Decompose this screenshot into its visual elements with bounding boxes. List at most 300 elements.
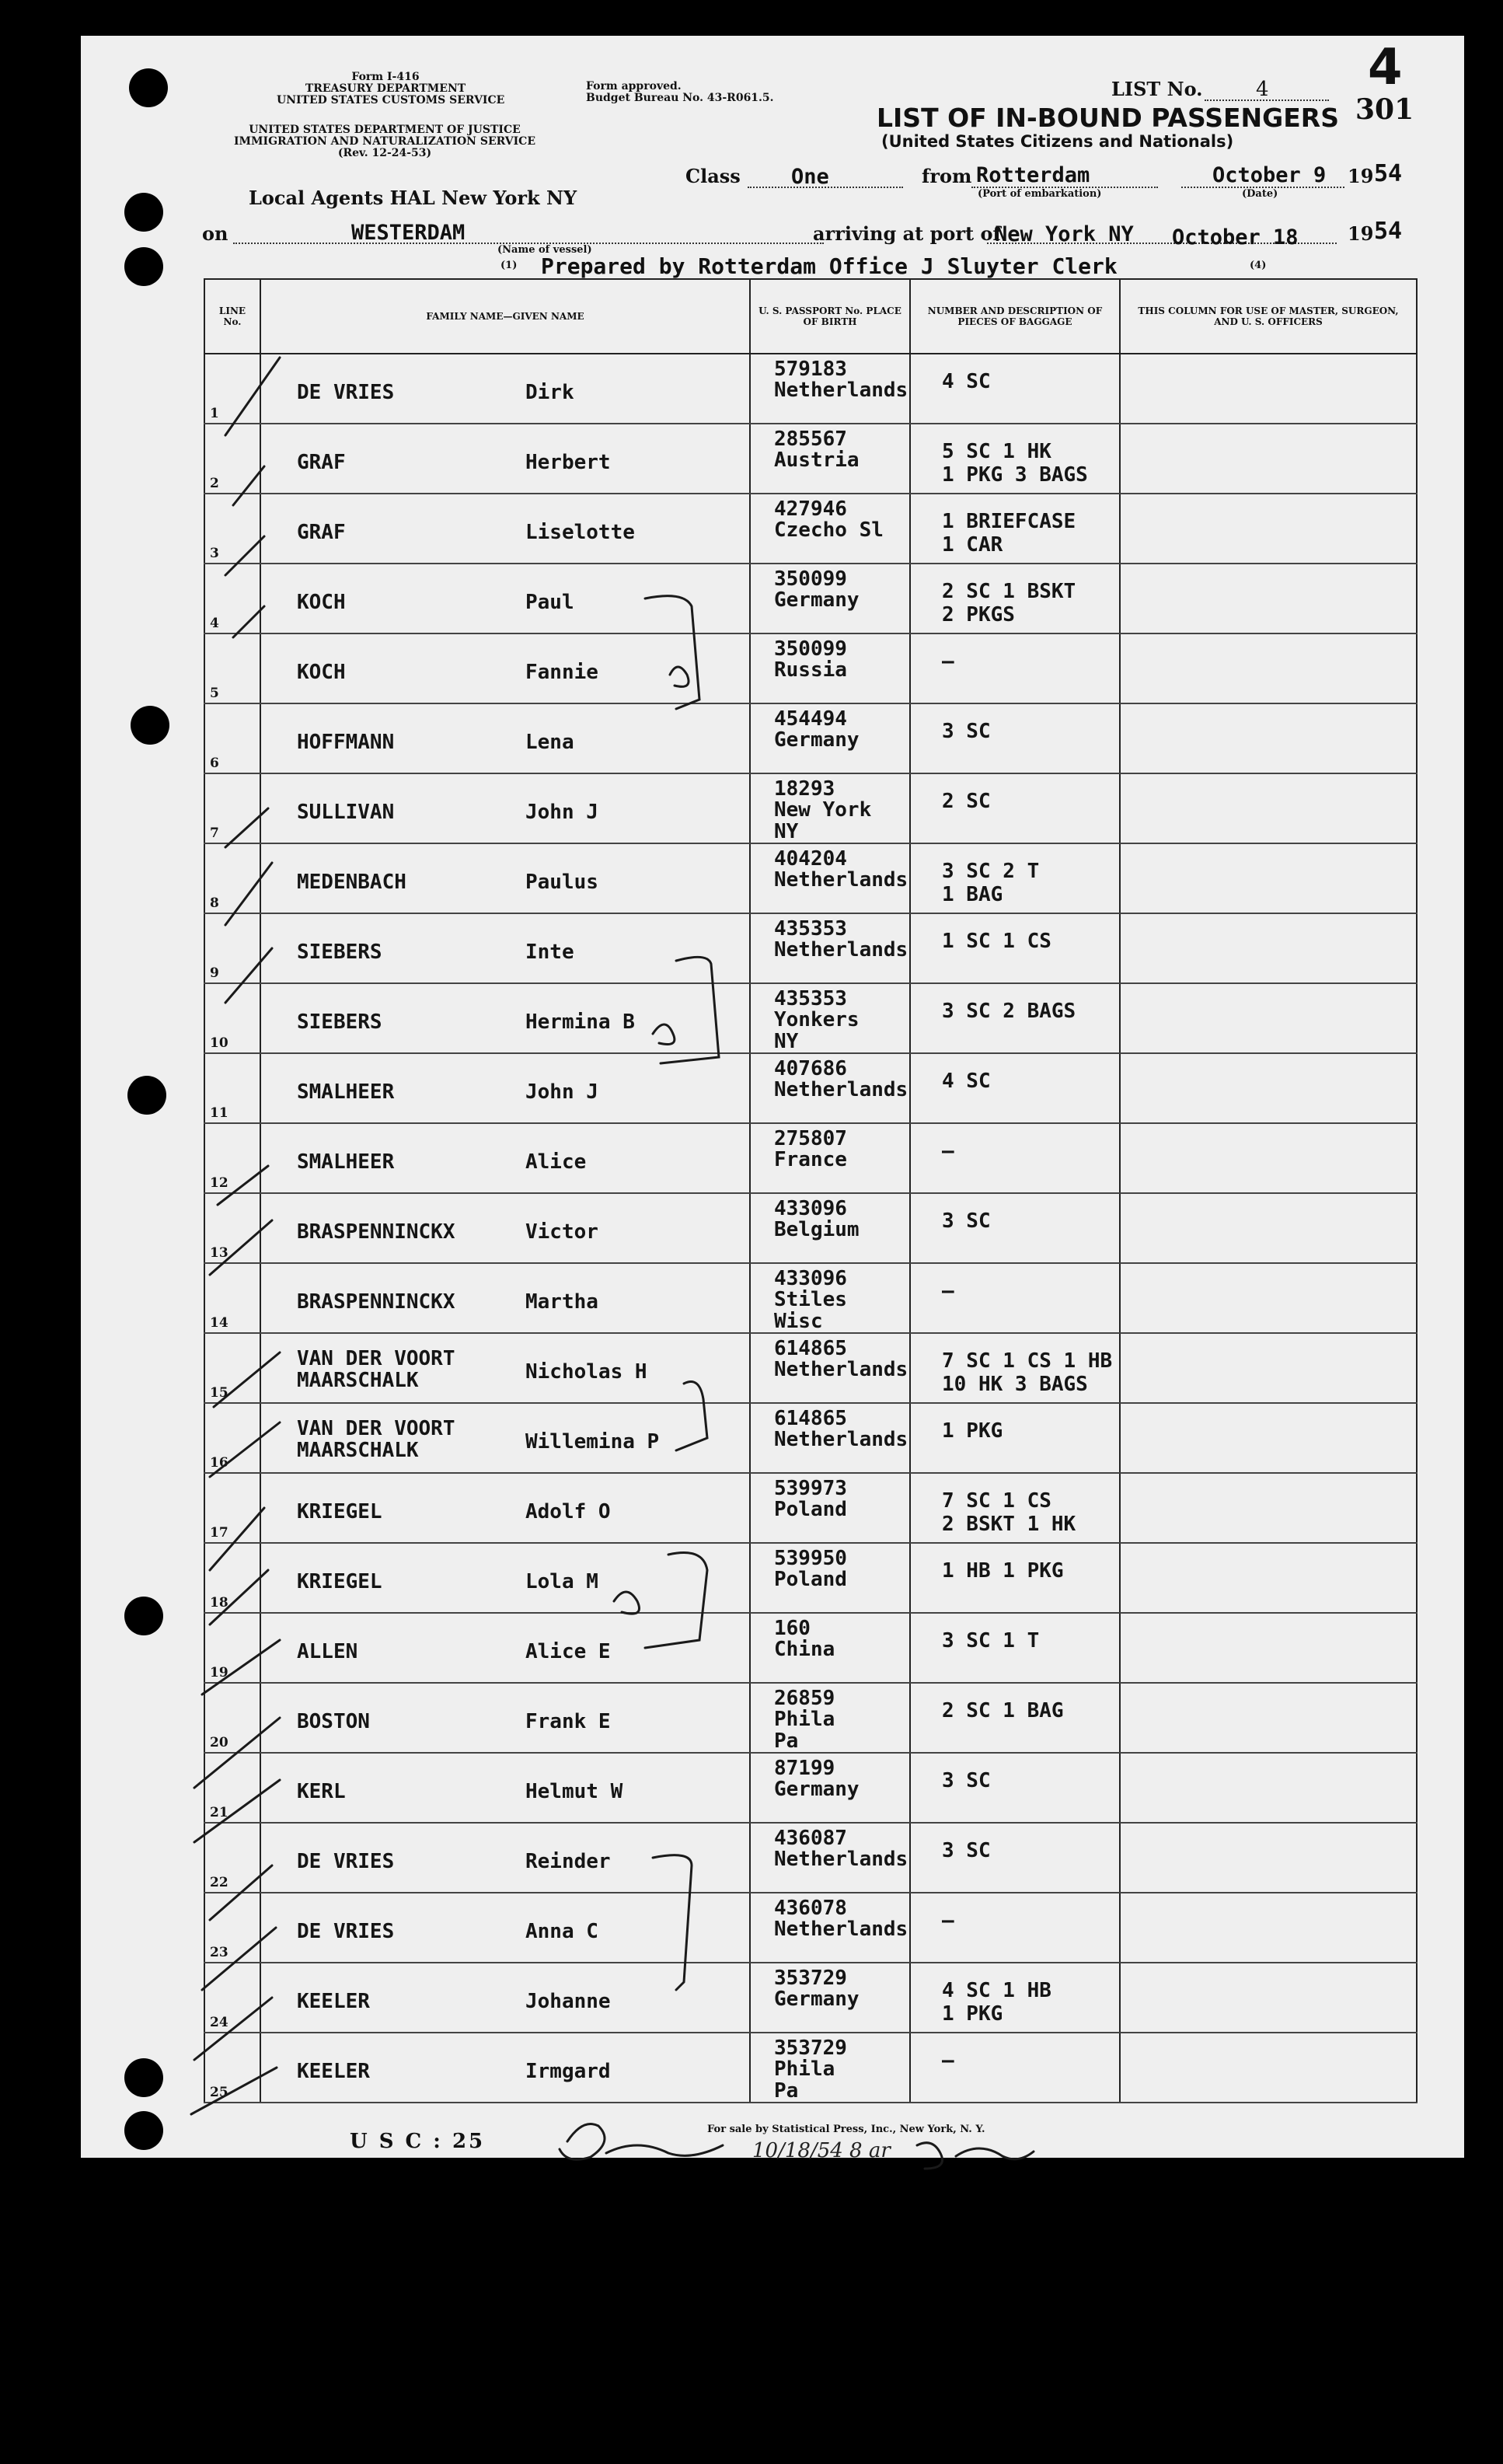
punch-hole	[124, 193, 163, 232]
table-row	[204, 494, 1417, 564]
line-cell	[204, 1193, 260, 1263]
line-cell	[204, 1123, 260, 1193]
place-of-birth: Germany	[774, 588, 860, 612]
officer-cell	[1120, 703, 1417, 773]
passport-cell	[750, 843, 910, 913]
passport-number: 404204	[774, 847, 847, 871]
officer-cell	[1120, 1963, 1417, 2033]
name-cell	[260, 1613, 750, 1683]
passport-number: 436087	[774, 1827, 847, 1850]
name-cell	[260, 1823, 750, 1893]
table-row	[204, 1123, 1417, 1193]
baggage-cell	[910, 1473, 1120, 1543]
baggage-cell	[910, 703, 1120, 773]
table-row	[204, 424, 1417, 494]
baggage-cell	[910, 1053, 1120, 1123]
table-row	[204, 354, 1417, 424]
line-cell	[204, 983, 260, 1053]
line-cell	[204, 354, 260, 424]
line-number: 2	[210, 476, 219, 491]
officer-cell	[1120, 564, 1417, 633]
passport-cell	[750, 1263, 910, 1333]
baggage-desc: —	[942, 2049, 954, 2072]
name-cell	[260, 843, 750, 913]
passport-number: 427946	[774, 497, 847, 521]
passport-cell	[750, 983, 910, 1053]
line-number: 8	[210, 895, 219, 911]
name-cell	[260, 1893, 750, 1963]
passport-number: 275807	[774, 1127, 847, 1150]
family-name: DE VRIES	[297, 1850, 395, 1873]
table-row	[204, 1473, 1417, 1543]
line-cell	[204, 2033, 260, 2103]
port-embark: Rotterdam	[976, 163, 1090, 187]
line-cell	[204, 564, 260, 633]
passport-cell	[750, 494, 910, 564]
table-row	[204, 1333, 1417, 1403]
given-name: Victor	[525, 1220, 598, 1244]
baggage-desc: 2 SC 1 BAG	[942, 1699, 1064, 1722]
list-no-value: 4	[1256, 78, 1269, 101]
given-name: Reinder	[525, 1850, 611, 1873]
printer-note: For sale by Statistical Press, Inc., New York, N. Y.	[707, 2124, 985, 2135]
table-row	[204, 773, 1417, 843]
passport-number: 614865	[774, 1407, 847, 1430]
family-name: BOSTON	[297, 1710, 370, 1733]
table-header-row	[204, 279, 1417, 354]
line-number: 7	[210, 825, 219, 841]
family-name: GRAF	[297, 521, 346, 544]
line-number: 5	[210, 686, 219, 701]
col-officers: THIS COLUMN FOR USE OF MASTER, SURGEON, AND U. S. OFFICERS	[1120, 279, 1417, 354]
family-name: MEDENBACH	[297, 871, 406, 894]
passport-cell	[750, 1333, 910, 1403]
officer-cell	[1120, 773, 1417, 843]
officer-cell	[1120, 1123, 1417, 1193]
passport-cell	[750, 1473, 910, 1543]
line-number: 4	[210, 616, 219, 631]
form-approval: Form approved. Budget Bureau No. 43-R061.5.	[586, 80, 774, 104]
line-number: 21	[210, 1805, 228, 1820]
place-of-birth: Netherlands	[774, 1848, 908, 1871]
line-number: 12	[210, 1175, 228, 1191]
name-cell	[260, 1333, 750, 1403]
usc-count: U S C : 25	[350, 2130, 486, 2153]
line-cell	[204, 913, 260, 983]
place-of-birth: Poland	[774, 1568, 847, 1591]
name-cell	[260, 913, 750, 983]
line-number: 16	[210, 1455, 228, 1471]
given-name: Alice	[525, 1150, 587, 1174]
family-name: KEELER	[297, 1990, 370, 2013]
line-cell	[204, 773, 260, 843]
line-number: 24	[210, 2015, 228, 2030]
given-name: John J	[525, 801, 598, 824]
form-title: LIST OF IN-BOUND PASSENGERS	[877, 103, 1339, 133]
stamp-number: 301	[1355, 93, 1414, 126]
line-cell	[204, 1333, 260, 1403]
baggage-desc: —	[942, 1140, 954, 1163]
place-of-birth: Stiles Wisc	[774, 1288, 847, 1333]
arriving-label: arriving at port of	[813, 222, 1001, 245]
baggage-cell	[910, 1893, 1120, 1963]
family-name: ALLEN	[297, 1640, 358, 1663]
baggage-cell	[910, 983, 1120, 1053]
table-row	[204, 633, 1417, 703]
officer-cell	[1120, 1613, 1417, 1683]
name-cell	[260, 983, 750, 1053]
given-name: Hermina B	[525, 1010, 635, 1034]
line-cell	[204, 1613, 260, 1683]
officer-cell	[1120, 1683, 1417, 1753]
line-cell	[204, 1753, 260, 1823]
officer-cell	[1120, 1893, 1417, 1963]
baggage-desc: 4 SC	[942, 1070, 991, 1093]
place-of-birth: Germany	[774, 1988, 860, 2011]
passport-cell	[750, 1123, 910, 1193]
passport-cell	[750, 1963, 910, 2033]
officer-cell	[1120, 1193, 1417, 1263]
passport-cell	[750, 354, 910, 424]
place-of-birth: Netherlands	[774, 868, 908, 892]
baggage-desc: —	[942, 1279, 954, 1303]
given-name: Lena	[525, 731, 574, 754]
officer-cell	[1120, 1263, 1417, 1333]
passport-number: 160	[774, 1617, 811, 1640]
arrival-port: New York NY	[995, 222, 1134, 246]
place-of-birth: Czecho Sl	[774, 518, 884, 542]
baggage-desc: 1 BRIEFCASE 1 CAR	[942, 510, 1076, 557]
name-cell	[260, 1053, 750, 1123]
year-arrive: 54	[1374, 218, 1403, 245]
officer-cell	[1120, 843, 1417, 913]
name-cell	[260, 354, 750, 424]
family-name: KERL	[297, 1780, 346, 1803]
class-label: Class	[685, 165, 741, 187]
table-row	[204, 1753, 1417, 1823]
baggage-desc: 5 SC 1 HK 1 PKG 3 BAGS	[942, 440, 1088, 487]
place-of-birth: Russia	[774, 658, 847, 682]
officer-cell	[1120, 494, 1417, 564]
baggage-cell	[910, 2033, 1120, 2103]
place-of-birth: Austria	[774, 448, 860, 472]
family-name: KEELER	[297, 2060, 370, 2083]
col-passport: U. S. PASSPORT No. PLACE OF BIRTH	[750, 279, 910, 354]
passport-cell	[750, 913, 910, 983]
line-number: 14	[210, 1315, 228, 1331]
baggage-desc: 1 HB 1 PKG	[942, 1559, 1064, 1583]
list-no-label: LIST No.	[1111, 78, 1203, 100]
family-name: KRIEGEL	[297, 1500, 382, 1523]
baggage-desc: 3 SC	[942, 1769, 991, 1792]
family-name: GRAF	[297, 451, 346, 474]
place-of-birth: Yonkers NY	[774, 1008, 860, 1053]
family-name: DE VRIES	[297, 381, 395, 404]
officer-cell	[1120, 354, 1417, 424]
passport-number: 436078	[774, 1897, 847, 1920]
name-cell	[260, 773, 750, 843]
baggage-desc: 2 SC 1 BSKT 2 PKGS	[942, 580, 1076, 626]
place-of-birth: France	[774, 1148, 847, 1171]
place-of-birth: New York NY	[774, 798, 872, 843]
family-name: BRASPENNINCKX	[297, 1290, 455, 1314]
baggage-desc: 4 SC 1 HB 1 PKG	[942, 1979, 1051, 2026]
baggage-desc: 3 SC	[942, 1839, 991, 1862]
given-name: Paul	[525, 591, 574, 614]
given-name: Irmgard	[525, 2060, 611, 2083]
place-of-birth: Netherlands	[774, 1918, 908, 1941]
baggage-cell	[910, 1193, 1120, 1263]
passport-number: 350099	[774, 567, 847, 591]
baggage-cell	[910, 354, 1120, 424]
family-name: SMALHEER	[297, 1080, 395, 1104]
family-name: SIEBERS	[297, 1010, 382, 1034]
line-number: 13	[210, 1245, 228, 1261]
baggage-cell	[910, 843, 1120, 913]
line-cell	[204, 1823, 260, 1893]
baggage-desc: 3 SC	[942, 720, 991, 743]
passport-cell	[750, 1613, 910, 1683]
baggage-cell	[910, 1823, 1120, 1893]
passport-number: 435353	[774, 917, 847, 941]
given-name: Fannie	[525, 661, 598, 684]
table-row	[204, 1963, 1417, 2033]
baggage-cell	[910, 1613, 1120, 1683]
passport-cell	[750, 703, 910, 773]
name-cell	[260, 494, 750, 564]
given-name: Nicholas H	[525, 1360, 647, 1384]
line-number: 23	[210, 1945, 228, 1960]
given-name: Adolf O	[525, 1500, 611, 1523]
line-cell	[204, 494, 260, 564]
punch-hole	[124, 2058, 163, 2097]
col-name: FAMILY NAME—GIVEN NAME	[260, 279, 750, 354]
page-number: 4	[1368, 39, 1403, 96]
place-of-birth: Poland	[774, 1498, 847, 1521]
passport-cell	[750, 633, 910, 703]
punch-hole	[131, 706, 169, 745]
baggage-cell	[910, 1263, 1120, 1333]
place-of-birth: Netherlands	[774, 1078, 908, 1101]
passport-number: 539973	[774, 1477, 847, 1500]
name-cell	[260, 1473, 750, 1543]
line-number: 19	[210, 1665, 228, 1680]
baggage-cell	[910, 633, 1120, 703]
given-name: John J	[525, 1080, 598, 1104]
officer-cell	[1120, 424, 1417, 494]
line-number: 6	[210, 756, 219, 771]
passport-number: 18293	[774, 777, 835, 801]
officer-cell	[1120, 633, 1417, 703]
line-number: 3	[210, 546, 219, 561]
passport-cell	[750, 1753, 910, 1823]
place-of-birth: Germany	[774, 728, 860, 752]
given-name: Liselotte	[525, 521, 635, 544]
punch-hole	[124, 2111, 163, 2150]
baggage-desc: 4 SC	[942, 370, 991, 393]
passport-number: 353729	[774, 1967, 847, 1990]
baggage-cell	[910, 1123, 1120, 1193]
given-name: Martha	[525, 1290, 598, 1314]
family-name: KOCH	[297, 591, 346, 614]
line-number: 17	[210, 1525, 228, 1541]
line-number: 1	[210, 406, 219, 421]
family-name: KOCH	[297, 661, 346, 684]
baggage-cell	[910, 1683, 1120, 1753]
table-row	[204, 843, 1417, 913]
place-of-birth: China	[774, 1638, 835, 1661]
baggage-cell	[910, 494, 1120, 564]
passport-cell	[750, 1893, 910, 1963]
prepared-by: Prepared by Rotterdam Office J Sluyter Clerk	[541, 253, 1118, 279]
line-cell	[204, 424, 260, 494]
passport-cell	[750, 1403, 910, 1473]
baggage-cell	[910, 1753, 1120, 1823]
given-name: Anna C	[525, 1920, 598, 1943]
family-name: VAN DER VOORT MAARSCHALK	[297, 1347, 455, 1392]
table-row	[204, 2033, 1417, 2103]
baggage-desc: 7 SC 1 CS 1 HB 10 HK 3 BAGS	[942, 1349, 1113, 1396]
line-number: 9	[210, 965, 219, 981]
place-of-birth: Belgium	[774, 1218, 860, 1241]
given-name: Inte	[525, 941, 574, 964]
port-embark-caption: (Port of embarkation)	[978, 188, 1102, 200]
table-row	[204, 913, 1417, 983]
baggage-desc: 3 SC 1 T	[942, 1629, 1040, 1653]
given-name: Herbert	[525, 451, 611, 474]
year-prefix: 19	[1348, 165, 1374, 187]
given-name: Dirk	[525, 381, 574, 404]
baggage-desc: 3 SC	[942, 1209, 991, 1233]
justice-dept: UNITED STATES DEPARTMENT OF JUSTICE IMMIGRATION AND NATURALIZATION SERVICE (Rev. 12-24-53)	[234, 124, 535, 159]
punch-hole	[124, 247, 163, 286]
name-cell	[260, 1963, 750, 2033]
passport-number: 435353	[774, 987, 847, 1010]
baggage-cell	[910, 773, 1120, 843]
passport-cell	[750, 564, 910, 633]
line-cell	[204, 1473, 260, 1543]
line-cell	[204, 1893, 260, 1963]
baggage-desc: —	[942, 1909, 954, 1932]
passenger-table	[204, 278, 1418, 2103]
line-number: 20	[210, 1735, 228, 1750]
given-name: Frank E	[525, 1710, 611, 1733]
table-row	[204, 1893, 1417, 1963]
officer-cell	[1120, 1053, 1417, 1123]
table-row	[204, 1823, 1417, 1893]
family-name: SIEBERS	[297, 941, 382, 964]
family-name: BRASPENNINCKX	[297, 1220, 455, 1244]
family-name: SMALHEER	[297, 1150, 395, 1174]
passport-cell	[750, 2033, 910, 2103]
place-of-birth: Phila Pa	[774, 1708, 835, 1753]
line-cell	[204, 1053, 260, 1123]
name-cell	[260, 1193, 750, 1263]
officer-cell	[1120, 983, 1417, 1053]
baggage-cell	[910, 1543, 1120, 1613]
passport-cell	[750, 1823, 910, 1893]
year-depart: 54	[1374, 160, 1403, 187]
officer-cell	[1120, 2033, 1417, 2103]
given-name: Paulus	[525, 871, 598, 894]
baggage-desc: 2 SC	[942, 790, 991, 813]
line-number: 10	[210, 1035, 228, 1051]
baggage-desc: —	[942, 650, 954, 673]
line-number: 18	[210, 1595, 228, 1611]
from-label: from	[922, 165, 972, 187]
officer-cell	[1120, 1403, 1417, 1473]
officer-cell	[1120, 1543, 1417, 1613]
year-prefix-arrival: 19	[1348, 222, 1374, 245]
name-cell	[260, 2033, 750, 2103]
passport-number: 433096	[774, 1197, 847, 1220]
officer-cell	[1120, 1823, 1417, 1893]
local-agents: Local Agents HAL New York NY	[249, 187, 577, 209]
punch-hole	[124, 1597, 163, 1635]
handwritten-date: 10/18/54 8 ar	[752, 2139, 891, 2162]
place-of-birth: Germany	[774, 1778, 860, 1801]
passport-cell	[750, 773, 910, 843]
baggage-desc: 1 SC 1 CS	[942, 930, 1051, 953]
table-row	[204, 564, 1417, 633]
passport-cell	[750, 1683, 910, 1753]
place-of-birth: Phila Pa	[774, 2057, 835, 2103]
passport-number: 350099	[774, 637, 847, 661]
name-cell	[260, 1403, 750, 1473]
given-name: Alice E	[525, 1640, 611, 1663]
line-cell	[204, 703, 260, 773]
baggage-desc: 3 SC 2 BAGS	[942, 1000, 1076, 1023]
table-row	[204, 1613, 1417, 1683]
name-cell	[260, 1683, 750, 1753]
place-of-birth: Netherlands	[774, 938, 908, 962]
line-number: 25	[210, 2085, 228, 2100]
table-row	[204, 1403, 1417, 1473]
name-cell	[260, 1753, 750, 1823]
baggage-cell	[910, 1963, 1120, 2033]
passport-number: 433096	[774, 1267, 847, 1290]
line-number: 11	[210, 1105, 228, 1121]
family-name: HOFFMANN	[297, 731, 395, 754]
punch-hole	[129, 68, 168, 107]
passport-number: 407686	[774, 1057, 847, 1080]
baggage-cell	[910, 913, 1120, 983]
passport-number: 285567	[774, 428, 847, 451]
baggage-cell	[910, 564, 1120, 633]
table-row	[204, 1193, 1417, 1263]
caption-4: (4)	[1250, 260, 1267, 271]
name-cell	[260, 1543, 750, 1613]
form-number: Form I-416 TREASURY DEPARTMENT UNITED STATES CUSTOMS SERVICE	[277, 71, 505, 106]
baggage-desc: 1 PKG	[942, 1419, 1003, 1443]
line-number: 22	[210, 1875, 228, 1890]
name-cell	[260, 1123, 750, 1193]
col-baggage: NUMBER AND DESCRIPTION OF PIECES OF BAGGAGE	[910, 279, 1120, 354]
name-cell	[260, 564, 750, 633]
table-row	[204, 1683, 1417, 1753]
family-name: SULLIVAN	[297, 801, 395, 824]
passport-number: 26859	[774, 1687, 835, 1710]
passport-number: 579183	[774, 358, 847, 381]
table-row	[204, 1053, 1417, 1123]
family-name: KRIEGEL	[297, 1570, 382, 1593]
baggage-desc: 7 SC 1 CS 2 BSKT 1 HK	[942, 1489, 1076, 1536]
name-cell	[260, 703, 750, 773]
on-label: on	[202, 222, 228, 245]
vessel-name: WESTERDAM	[351, 221, 466, 245]
baggage-cell	[910, 1403, 1120, 1473]
passport-cell	[750, 424, 910, 494]
